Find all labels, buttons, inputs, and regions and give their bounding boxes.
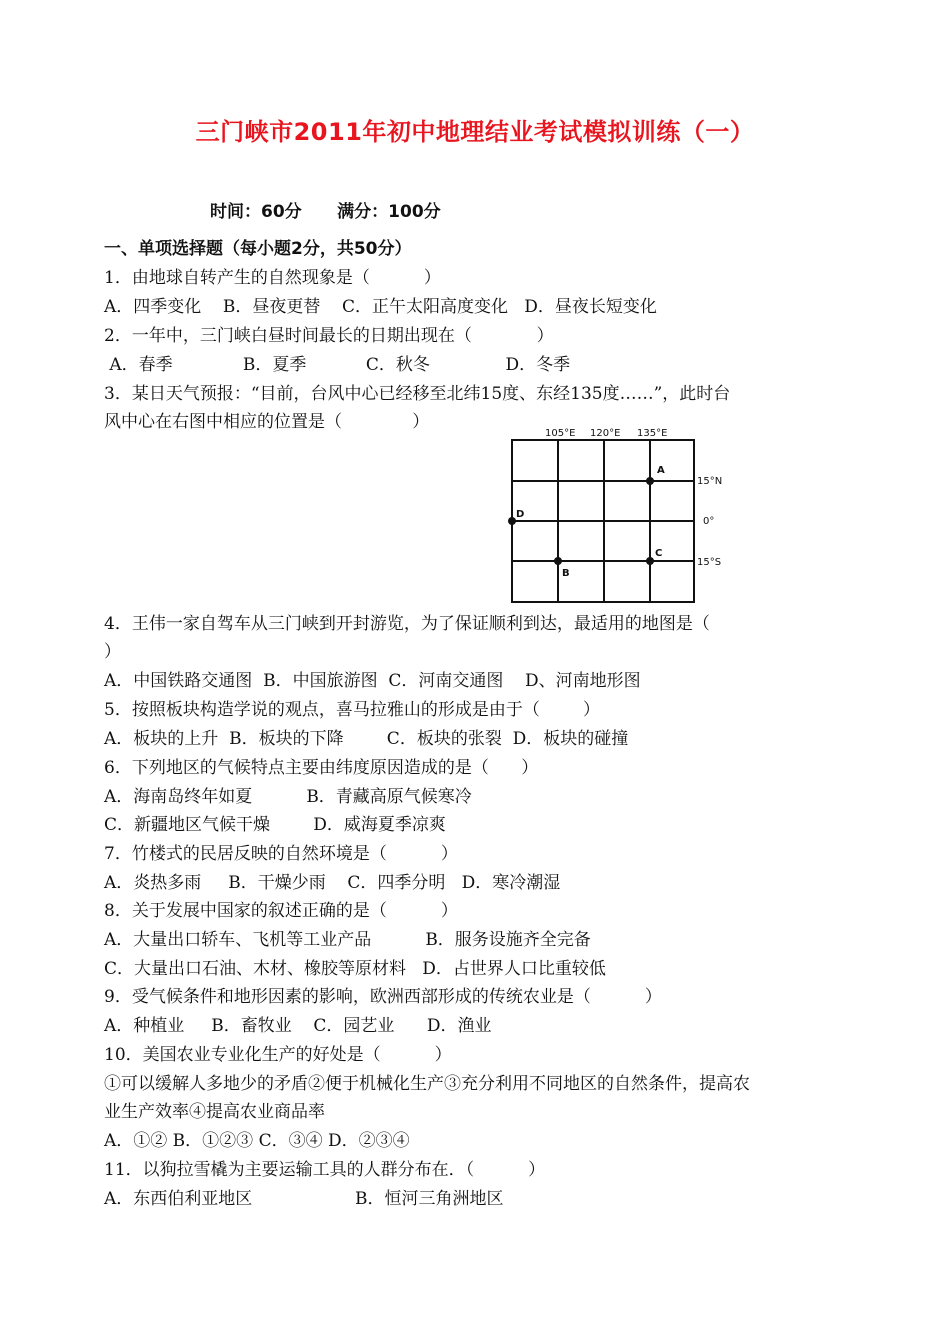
question-line: A．板块的上升 B．板块的下降 C．板块的张裂 D．板块的碰撞 xyxy=(104,729,629,749)
point-a-marker xyxy=(646,477,654,485)
question-line: C．大量出口石油、木材、橡胶等原材料 D．占世界人口比重较低 xyxy=(104,959,606,979)
question-line: 3．某日天气预报：“目前，台风中心已经移至北纬15度、东经135度……”，此时台 xyxy=(104,384,731,404)
lon-label: 135°E xyxy=(637,428,668,439)
question-line: 7．竹楼式的民居反映的自然环境是（ ） xyxy=(104,844,458,864)
point-b-marker xyxy=(554,557,562,565)
exam-meta: 时间：60分 满分：100分 xyxy=(210,202,441,222)
question-line: 2．一年中，三门峡白昼时间最长的日期出现在（ ） xyxy=(104,326,554,346)
question-line: ） xyxy=(104,642,121,662)
question-line: 4．王伟一家自驾车从三门峡到开封游览，为了保证顺利到达，最适用的地图是（ xyxy=(104,614,710,634)
question-line: A．春季 B．夏季 C．秋冬 D．冬季 xyxy=(104,355,571,375)
point-label: B xyxy=(562,568,570,579)
question-line: ①可以缓解人多地少的矛盾②便于机械化生产③充分利用不同地区的自然条件，提高农 xyxy=(104,1074,750,1094)
question-line: A．东西伯利亚地区 B．恒河三角洲地区 xyxy=(104,1189,504,1209)
point-label: A xyxy=(657,465,665,476)
lon-label: 105°E xyxy=(545,428,576,439)
question-line: 8．关于发展中国家的叙述正确的是（ ） xyxy=(104,901,458,921)
question-line: C．新疆地区气候干燥 D．威海夏季凉爽 xyxy=(104,815,446,835)
question-line: A．炎热多雨 B．干燥少雨 C．四季分明 D．寒冷潮湿 xyxy=(104,873,561,893)
lat-label: 15°N xyxy=(697,476,723,487)
question-line: A．中国铁路交通图 B．中国旅游图 C．河南交通图 D、河南地形图 xyxy=(104,671,641,691)
question-line: 1．由地球自转产生的自然现象是（ ） xyxy=(104,268,441,288)
question-line: 6．下列地区的气候特点主要由纬度原因造成的是（ ） xyxy=(104,758,539,778)
lat-label: 0° xyxy=(703,516,715,527)
point-d-marker xyxy=(508,517,516,525)
lat-label: 15°S xyxy=(697,557,722,568)
lat-lon-grid-figure xyxy=(500,424,740,614)
question-line: A．种植业 B．畜牧业 C．园艺业 D．渔业 xyxy=(104,1016,492,1036)
point-label: C xyxy=(655,548,663,559)
question-line: A．大量出口轿车、飞机等工业产品 B．服务设施齐全完备 xyxy=(104,930,591,950)
question-line: A．①② B．①②③ C．③④ D．②③④ xyxy=(104,1131,410,1151)
section-heading: 一、单项选择题（每小题2分，共50分） xyxy=(104,239,412,259)
point-c-marker xyxy=(646,557,654,565)
question-line: 11．以狗拉雪橇为主要运输工具的人群分布在．（ ） xyxy=(104,1160,546,1180)
document-title: 三门峡市2011年初中地理结业考试模拟训练（一） xyxy=(195,118,755,146)
question-line: 风中心在右图中相应的位置是（ ） xyxy=(104,412,430,432)
question-line: 10．美国农业专业化生产的好处是（ ） xyxy=(104,1045,452,1065)
lon-label: 120°E xyxy=(590,428,621,439)
question-line: A．四季变化 B．昼夜更替 C．正午太阳高度变化 D．昼夜长短变化 xyxy=(104,297,657,317)
point-label: D xyxy=(516,509,525,520)
question-line: 5．按照板块构造学说的观点，喜马拉雅山的形成是由于（ ） xyxy=(104,700,601,720)
question-line: 业生产效率④提高农业商品率 xyxy=(104,1102,325,1122)
question-line: A．海南岛终年如夏 B．青藏高原气候寒冷 xyxy=(104,787,472,807)
question-line: 9．受气候条件和地形因素的影响，欧洲西部形成的传统农业是（ ） xyxy=(104,987,662,1007)
